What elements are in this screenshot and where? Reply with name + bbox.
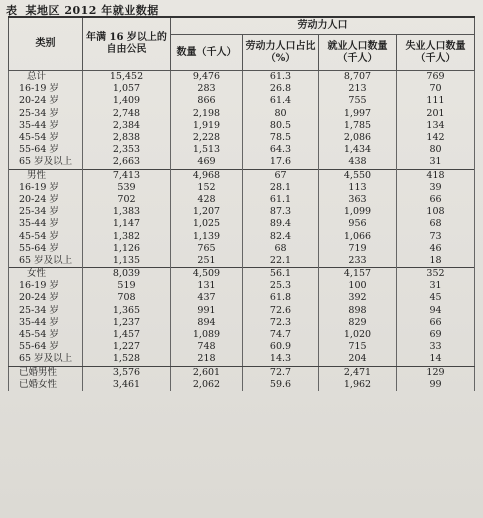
employed-cell: 2,086 <box>319 132 397 144</box>
table-header <box>9 17 475 71</box>
header-labor-count: 数量（千人） <box>171 35 243 71</box>
category-cell: 已婚女性 <box>9 379 83 391</box>
labor-count-cell: 152 <box>171 182 243 194</box>
table-row <box>9 71 475 84</box>
table-row <box>9 230 475 242</box>
labor-share-cell: 61.3 <box>243 71 319 84</box>
employed-cell: 1,785 <box>319 120 397 132</box>
civ-pop-cell: 2,384 <box>83 120 171 132</box>
table-row <box>9 280 475 292</box>
civ-pop-cell: 2,353 <box>83 144 171 156</box>
labor-count-cell: 991 <box>171 305 243 317</box>
civ-pop-cell: 8,039 <box>83 268 171 281</box>
unemployed-cell: 66 <box>397 194 475 206</box>
labor-share-cell: 17.6 <box>243 156 319 169</box>
civ-pop-cell: 1,383 <box>83 206 171 218</box>
table-row <box>9 95 475 107</box>
table-row <box>9 305 475 317</box>
civ-pop-cell: 15,452 <box>83 71 171 84</box>
labor-share-cell: 61.1 <box>243 194 319 206</box>
unemployed-cell: 45 <box>397 292 475 304</box>
employed-cell: 1,997 <box>319 108 397 120</box>
labor-share-cell: 59.6 <box>243 379 319 391</box>
category-cell: 65 岁及以上 <box>9 156 83 169</box>
table-row <box>9 341 475 353</box>
labor-share-cell: 68 <box>243 243 319 255</box>
civ-pop-cell: 2,748 <box>83 108 171 120</box>
category-cell: 20-24 岁 <box>9 292 83 304</box>
employed-cell: 755 <box>319 95 397 107</box>
unemployed-cell: 769 <box>397 71 475 84</box>
civ-pop-cell: 1,237 <box>83 317 171 329</box>
civ-pop-cell: 1,057 <box>83 83 171 95</box>
employed-cell: 956 <box>319 218 397 230</box>
table-row <box>9 120 475 132</box>
labor-count-cell: 2,228 <box>171 132 243 144</box>
category-cell: 65 岁及以上 <box>9 255 83 268</box>
unemployed-cell: 142 <box>397 132 475 144</box>
labor-count-cell: 2,062 <box>171 379 243 391</box>
table-row <box>9 108 475 120</box>
table-body <box>9 71 475 391</box>
category-cell: 已婚男性 <box>9 366 83 379</box>
civ-pop-cell: 1,409 <box>83 95 171 107</box>
header-category: 类别 <box>9 17 83 71</box>
employment-table <box>8 16 475 391</box>
header-civ-pop: 年满 16 岁以上的自由公民 <box>83 17 171 71</box>
labor-count-cell: 437 <box>171 292 243 304</box>
unemployed-cell: 352 <box>397 268 475 281</box>
category-cell: 女性 <box>9 268 83 281</box>
employed-cell: 438 <box>319 156 397 169</box>
civ-pop-cell: 1,457 <box>83 329 171 341</box>
labor-share-cell: 14.3 <box>243 353 319 366</box>
labor-count-cell: 283 <box>171 83 243 95</box>
category-cell: 45-54 岁 <box>9 329 83 341</box>
civ-pop-cell: 1,528 <box>83 353 171 366</box>
category-cell: 16-19 岁 <box>9 83 83 95</box>
labor-share-cell: 25.3 <box>243 280 319 292</box>
labor-count-cell: 2,198 <box>171 108 243 120</box>
civ-pop-cell: 1,382 <box>83 230 171 242</box>
civ-pop-cell: 3,576 <box>83 366 171 379</box>
category-cell: 25-34 岁 <box>9 305 83 317</box>
category-cell: 20-24 岁 <box>9 194 83 206</box>
employed-cell: 898 <box>319 305 397 317</box>
civ-pop-cell: 1,126 <box>83 243 171 255</box>
labor-count-cell: 1,025 <box>171 218 243 230</box>
labor-share-cell: 80.5 <box>243 120 319 132</box>
labor-share-cell: 61.4 <box>243 95 319 107</box>
employed-cell: 4,157 <box>319 268 397 281</box>
caption-title: 某地区 2012 年就业数据 <box>25 4 159 17</box>
civ-pop-cell: 1,365 <box>83 305 171 317</box>
table-row <box>9 317 475 329</box>
unemployed-cell: 201 <box>397 108 475 120</box>
labor-count-cell: 4,968 <box>171 169 243 182</box>
table-row <box>9 292 475 304</box>
labor-share-cell: 22.1 <box>243 255 319 268</box>
unemployed-cell: 108 <box>397 206 475 218</box>
labor-count-cell: 1,919 <box>171 120 243 132</box>
unemployed-cell: 111 <box>397 95 475 107</box>
category-cell: 35-44 岁 <box>9 120 83 132</box>
header-labor-share: 劳动力人口占比（%） <box>243 35 319 71</box>
labor-share-cell: 74.7 <box>243 329 319 341</box>
civ-pop-cell: 1,135 <box>83 255 171 268</box>
employed-cell: 204 <box>319 353 397 366</box>
labor-count-cell: 428 <box>171 194 243 206</box>
unemployed-cell: 18 <box>397 255 475 268</box>
civ-pop-cell: 7,413 <box>83 169 171 182</box>
unemployed-cell: 134 <box>397 120 475 132</box>
header-labor-force: 劳动力人口 <box>171 17 475 35</box>
unemployed-cell: 94 <box>397 305 475 317</box>
table-row <box>9 194 475 206</box>
employed-cell: 715 <box>319 341 397 353</box>
employed-cell: 1,434 <box>319 144 397 156</box>
unemployed-cell: 46 <box>397 243 475 255</box>
employed-cell: 113 <box>319 182 397 194</box>
civ-pop-cell: 702 <box>83 194 171 206</box>
labor-count-cell: 894 <box>171 317 243 329</box>
labor-share-cell: 67 <box>243 169 319 182</box>
unemployed-cell: 68 <box>397 218 475 230</box>
labor-count-cell: 1,139 <box>171 230 243 242</box>
unemployed-cell: 70 <box>397 83 475 95</box>
unemployed-cell: 33 <box>397 341 475 353</box>
category-cell: 20-24 岁 <box>9 95 83 107</box>
unemployed-cell: 14 <box>397 353 475 366</box>
table-row <box>9 268 475 281</box>
table-row <box>9 206 475 218</box>
category-cell: 55-64 岁 <box>9 144 83 156</box>
category-cell: 男性 <box>9 169 83 182</box>
labor-share-cell: 82.4 <box>243 230 319 242</box>
labor-count-cell: 251 <box>171 255 243 268</box>
labor-share-cell: 56.1 <box>243 268 319 281</box>
labor-count-cell: 2,601 <box>171 366 243 379</box>
category-cell: 16-19 岁 <box>9 182 83 194</box>
employed-cell: 233 <box>319 255 397 268</box>
labor-share-cell: 64.3 <box>243 144 319 156</box>
category-cell: 35-44 岁 <box>9 317 83 329</box>
unemployed-cell: 69 <box>397 329 475 341</box>
labor-count-cell: 4,509 <box>171 268 243 281</box>
civ-pop-cell: 519 <box>83 280 171 292</box>
labor-share-cell: 60.9 <box>243 341 319 353</box>
labor-share-cell: 28.1 <box>243 182 319 194</box>
header-employed-count: 就业人口数量（千人） <box>319 35 397 71</box>
category-cell: 65 岁及以上 <box>9 353 83 366</box>
unemployed-cell: 39 <box>397 182 475 194</box>
unemployed-cell: 418 <box>397 169 475 182</box>
category-cell: 25-34 岁 <box>9 108 83 120</box>
employed-cell: 363 <box>319 194 397 206</box>
table-row <box>9 243 475 255</box>
labor-count-cell: 765 <box>171 243 243 255</box>
table-row <box>9 132 475 144</box>
table-row <box>9 156 475 169</box>
employed-cell: 213 <box>319 83 397 95</box>
table-row <box>9 182 475 194</box>
labor-count-cell: 866 <box>171 95 243 107</box>
unemployed-cell: 66 <box>397 317 475 329</box>
unemployed-cell: 31 <box>397 156 475 169</box>
labor-count-cell: 1,207 <box>171 206 243 218</box>
category-cell: 16-19 岁 <box>9 280 83 292</box>
category-cell: 25-34 岁 <box>9 206 83 218</box>
category-cell: 总计 <box>9 71 83 84</box>
labor-count-cell: 1,089 <box>171 329 243 341</box>
category-cell: 55-64 岁 <box>9 341 83 353</box>
labor-count-cell: 218 <box>171 353 243 366</box>
employed-cell: 1,099 <box>319 206 397 218</box>
unemployed-cell: 73 <box>397 230 475 242</box>
header-unemployed-count: 失业人口数量（千人） <box>397 35 475 71</box>
labor-share-cell: 78.5 <box>243 132 319 144</box>
civ-pop-cell: 539 <box>83 182 171 194</box>
employed-cell: 1,962 <box>319 379 397 391</box>
labor-share-cell: 89.4 <box>243 218 319 230</box>
table-row <box>9 353 475 366</box>
unemployed-cell: 129 <box>397 366 475 379</box>
employed-cell: 2,471 <box>319 366 397 379</box>
labor-share-cell: 26.8 <box>243 83 319 95</box>
labor-share-cell: 72.7 <box>243 366 319 379</box>
category-cell: 55-64 岁 <box>9 243 83 255</box>
civ-pop-cell: 2,838 <box>83 132 171 144</box>
civ-pop-cell: 1,227 <box>83 341 171 353</box>
labor-count-cell: 131 <box>171 280 243 292</box>
employed-cell: 1,066 <box>319 230 397 242</box>
unemployed-cell: 31 <box>397 280 475 292</box>
employed-cell: 4,550 <box>319 169 397 182</box>
table-row <box>9 366 475 379</box>
table-row <box>9 218 475 230</box>
category-cell: 35-44 岁 <box>9 218 83 230</box>
employed-cell: 829 <box>319 317 397 329</box>
unemployed-cell: 80 <box>397 144 475 156</box>
employed-cell: 100 <box>319 280 397 292</box>
table-row <box>9 83 475 95</box>
civ-pop-cell: 3,461 <box>83 379 171 391</box>
caption-tag: 表 <box>6 4 18 17</box>
labor-count-cell: 1,513 <box>171 144 243 156</box>
labor-share-cell: 80 <box>243 108 319 120</box>
unemployed-cell: 99 <box>397 379 475 391</box>
civ-pop-cell: 1,147 <box>83 218 171 230</box>
employed-cell: 8,707 <box>319 71 397 84</box>
employed-cell: 1,020 <box>319 329 397 341</box>
table-row <box>9 144 475 156</box>
category-cell: 45-54 岁 <box>9 230 83 242</box>
labor-share-cell: 72.3 <box>243 317 319 329</box>
civ-pop-cell: 2,663 <box>83 156 171 169</box>
labor-count-cell: 748 <box>171 341 243 353</box>
labor-share-cell: 87.3 <box>243 206 319 218</box>
table-row <box>9 169 475 182</box>
labor-count-cell: 469 <box>171 156 243 169</box>
civ-pop-cell: 708 <box>83 292 171 304</box>
labor-count-cell: 9,476 <box>171 71 243 84</box>
employed-cell: 719 <box>319 243 397 255</box>
table-row <box>9 255 475 268</box>
table-row <box>9 379 475 391</box>
labor-share-cell: 61.8 <box>243 292 319 304</box>
labor-share-cell: 72.6 <box>243 305 319 317</box>
category-cell: 45-54 岁 <box>9 132 83 144</box>
employed-cell: 392 <box>319 292 397 304</box>
table-row <box>9 329 475 341</box>
